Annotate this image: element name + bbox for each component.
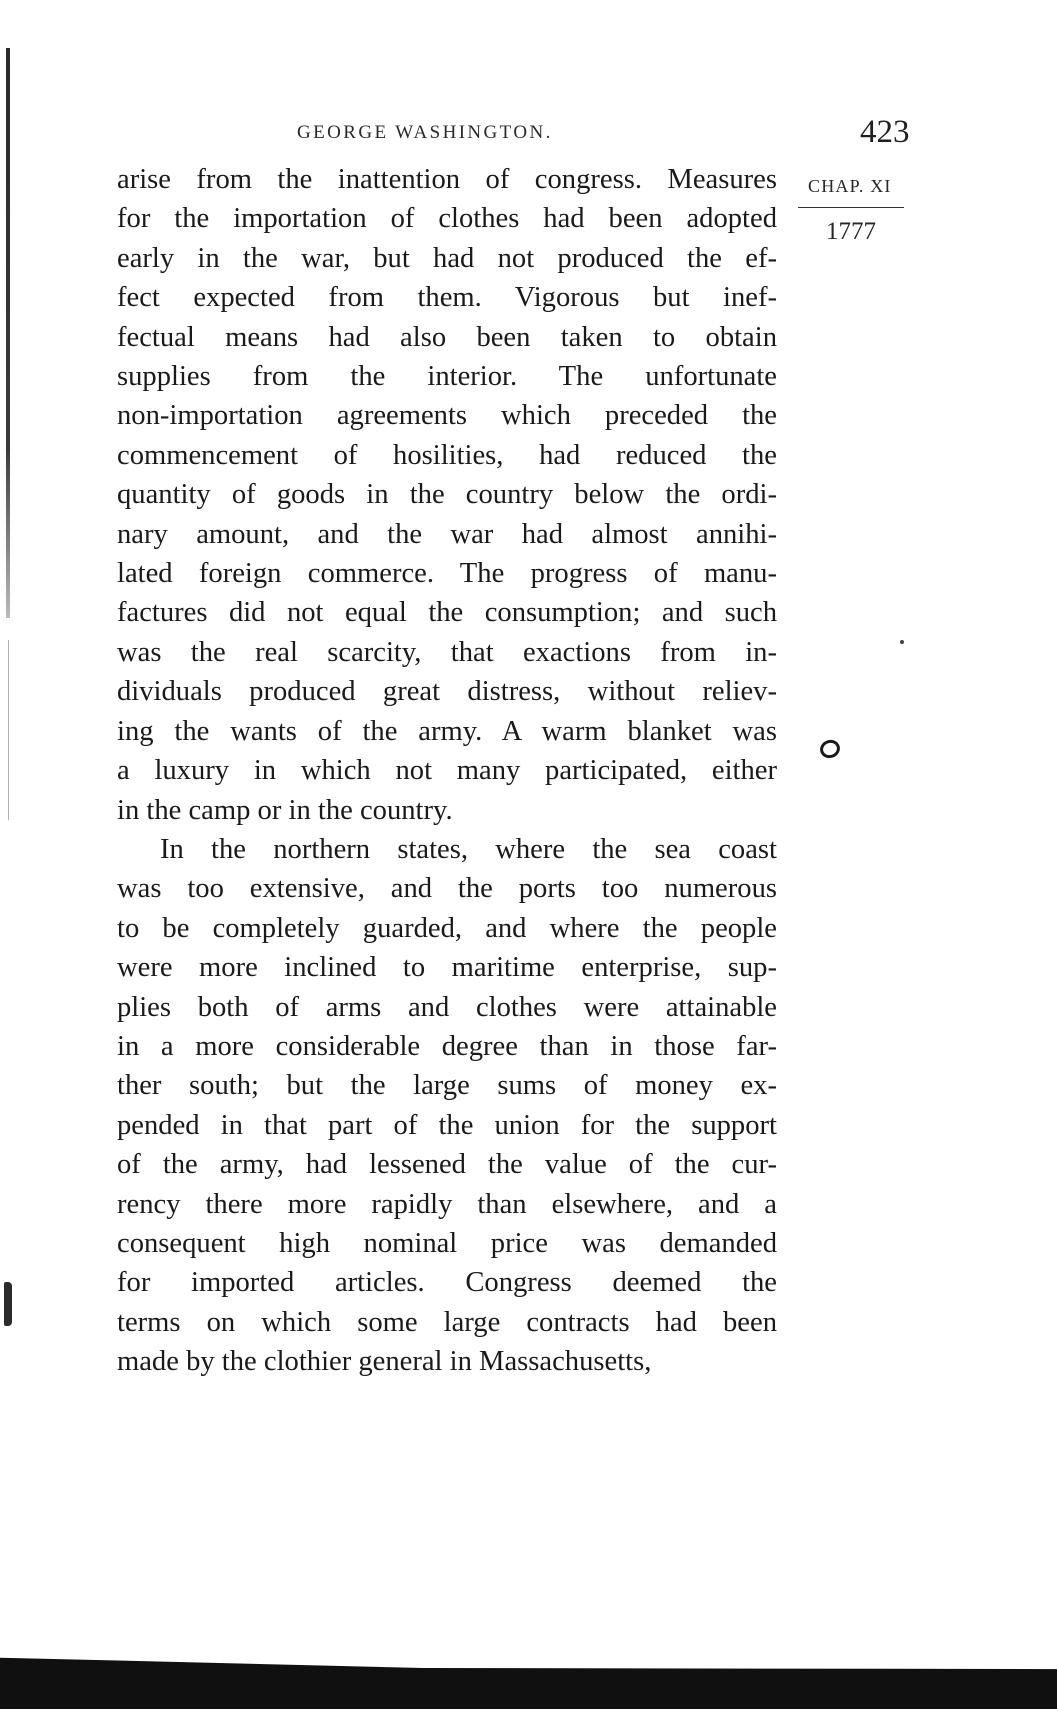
scan-speck xyxy=(900,640,904,644)
margin-circle-mark xyxy=(818,737,843,760)
margin-rule xyxy=(798,207,904,208)
text-line: of the army, had lessened the value of the cur- xyxy=(117,1149,777,1181)
text-line: arise from the inattention of congress. Measures xyxy=(117,164,777,195)
text-line: early in the war, but had not produced the ef- xyxy=(117,242,777,274)
scan-left-edge-shadow xyxy=(6,48,10,618)
text-line: plies both of arms and clothes were attainable xyxy=(117,991,777,1023)
paragraph-1 xyxy=(117,160,777,830)
text-line: was the real scarcity, that exactions from in- xyxy=(117,636,777,668)
text-line: fectual means had also been taken to obtain xyxy=(117,321,777,353)
text-line: a luxury in which not many participated, either xyxy=(117,755,777,787)
text-line: nary amount, and the war had almost annihi- xyxy=(117,518,777,550)
text-line: supplies from the interior. The unfortunate xyxy=(117,361,777,393)
body-text xyxy=(117,160,777,1382)
text-line: in the camp or in the country. xyxy=(117,794,453,826)
text-line: non-importation agreements which preceded the xyxy=(117,400,777,432)
text-line: for the importation of clothes had been adopted xyxy=(117,203,777,235)
text-line: rency there more rapidly than elsewhere, and a xyxy=(117,1188,777,1220)
text-line: lated foreign commerce. The progress of manu- xyxy=(117,558,777,590)
margin-chapter-label: CHAP. XI xyxy=(808,176,892,196)
text-line: In the northern states, where the sea coast xyxy=(160,833,777,865)
text-line: ing the wants of the army. A warm blanket was xyxy=(117,715,777,747)
text-line: terms on which some large contracts had been xyxy=(117,1306,777,1338)
text-line: was too extensive, and the ports too numerous xyxy=(117,873,777,905)
text-line: ther south; but the large sums of money ex- xyxy=(117,1070,777,1102)
scan-bottom-shadow xyxy=(0,1652,1057,1709)
text-line: quantity of goods in the country below the ordi- xyxy=(117,479,777,511)
text-line: fect expected from them. Vigorous but inef- xyxy=(117,282,777,314)
scan-binding-mark xyxy=(4,1282,12,1326)
text-line: dividuals produced great distress, without reliev- xyxy=(117,676,777,708)
margin-year: 1777 xyxy=(826,218,876,245)
running-head: GEORGE WASHINGTON. xyxy=(297,122,553,143)
text-line: to be completely guarded, and where the people xyxy=(117,912,777,944)
text-line: pended in that part of the union for the support xyxy=(117,1109,777,1141)
text-line: made by the clothier general in Massachusetts, xyxy=(117,1346,652,1378)
text-line: factures did not equal the consumption; and such xyxy=(117,597,777,629)
text-line: commencement of hosilities, had reduced the xyxy=(117,439,777,471)
text-line: were more inclined to maritime enterprise, sup- xyxy=(117,952,777,984)
text-line: consequent high nominal price was demanded xyxy=(117,1227,777,1259)
page-number: 423 xyxy=(860,114,910,150)
paragraph-2 xyxy=(117,830,777,1382)
scan-left-edge-faint xyxy=(8,640,9,820)
text-line: in a more considerable degree than in those far- xyxy=(117,1030,777,1062)
text-line: for imported articles. Congress deemed the xyxy=(117,1267,777,1299)
